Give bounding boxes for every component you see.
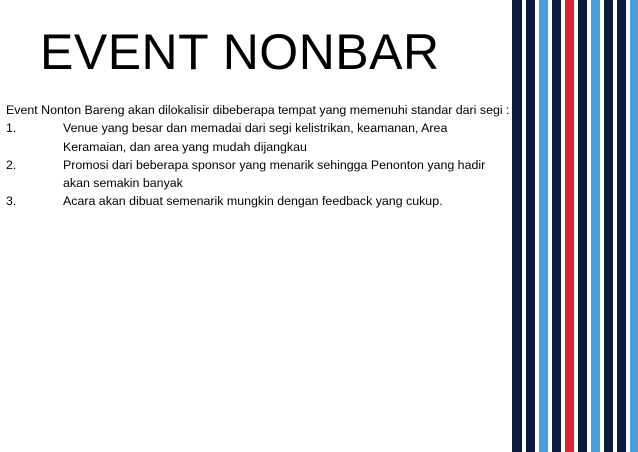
list-item-text: Venue yang besar dan memadai dari segi kelistrikan, keamanan, Area Keramaian, dan area yang mudah dijangkau [63, 121, 448, 154]
stripe [591, 0, 600, 452]
stripe [552, 0, 561, 452]
list-item [6, 156, 511, 193]
list-item-text: Promosi dari beberapa sponsor yang menarik sehingga Penonton yang hadir akan semakin banyak [63, 157, 486, 191]
stripe [565, 0, 574, 452]
stripe [578, 0, 587, 452]
list-number: 2. [6, 157, 17, 172]
stripe [539, 0, 548, 452]
stripe [604, 0, 613, 452]
list-number: 3. [6, 194, 17, 209]
list-item [6, 119, 511, 156]
stripe [617, 0, 626, 452]
intro-text: Event Nonton Bareng akan dilokalisir dibeberapa tempat yang memenuhi standar dari segi : [6, 103, 510, 117]
slide-body [6, 101, 511, 211]
stripe [630, 0, 638, 452]
list-number: 1. [6, 121, 17, 136]
stripe [512, 0, 522, 452]
list-item-text: Acara akan dibuat semenarik mungkin dengan feedback yang cukup. [63, 194, 443, 209]
stripe [526, 0, 535, 452]
slide-title: EVENT NONBAR [40, 24, 440, 80]
list-item [6, 192, 511, 210]
numbered-list [6, 119, 511, 210]
decorative-stripes [512, 0, 638, 452]
